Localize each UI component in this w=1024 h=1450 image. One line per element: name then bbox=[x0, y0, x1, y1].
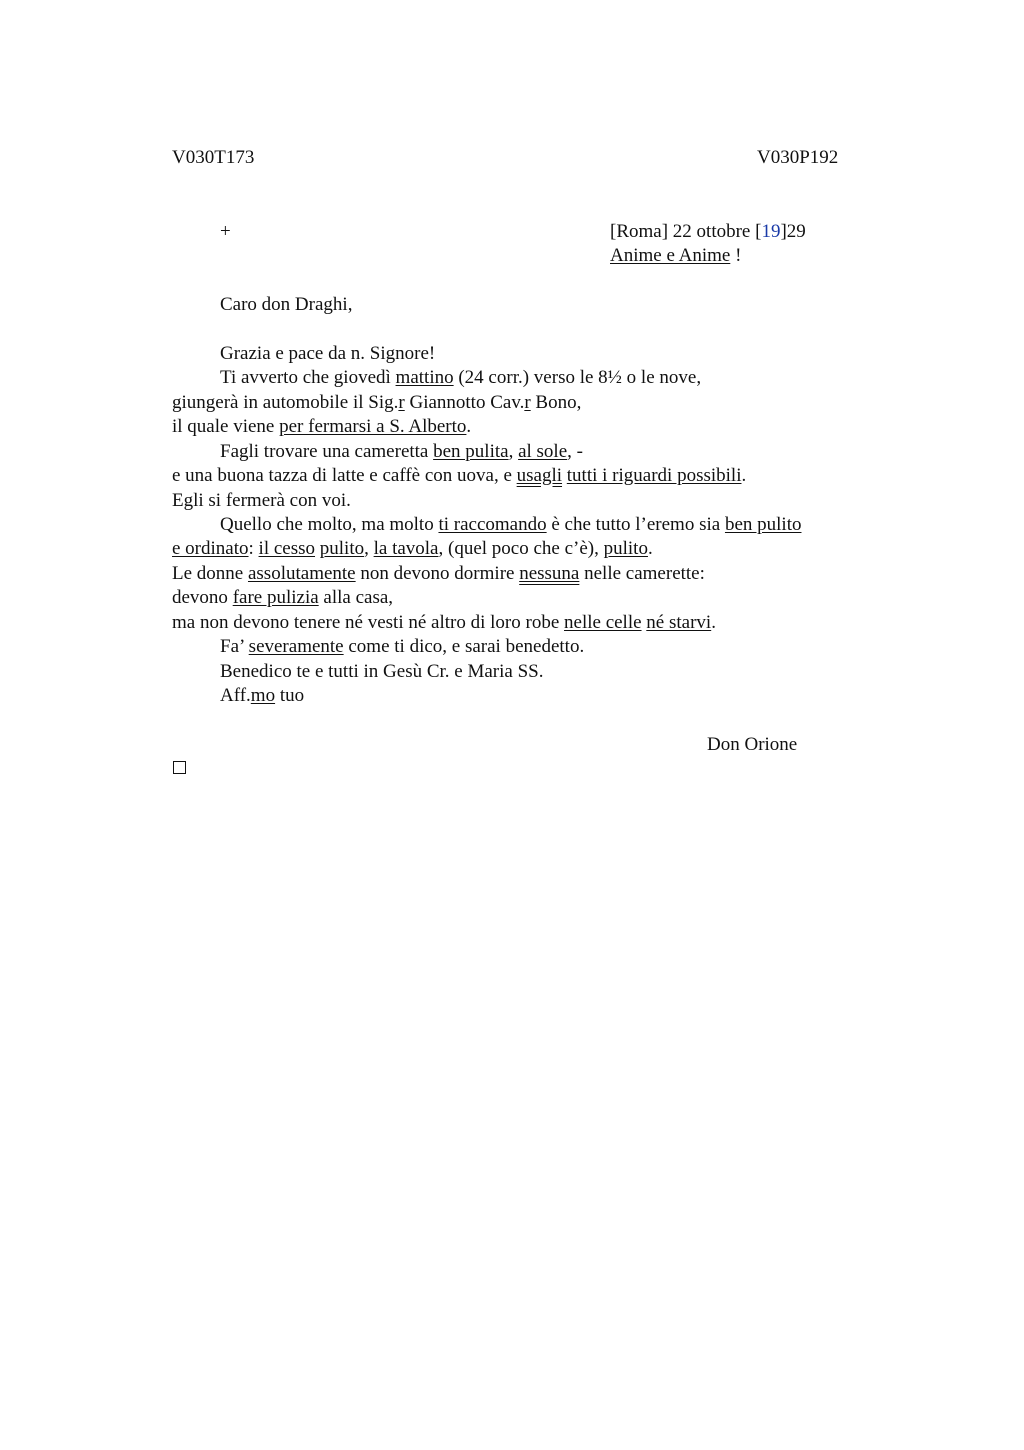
text-segment: alla casa, bbox=[318, 587, 394, 608]
underlined-segment: tutti i riguardi possibili bbox=[566, 465, 742, 486]
double-underlined-segment: nessuna bbox=[519, 563, 580, 584]
body-line-6 bbox=[172, 464, 746, 488]
date-year-fill: 19 bbox=[761, 221, 781, 242]
body-line-1: Grazia e pace da n. Signore! bbox=[220, 343, 436, 364]
underlined-segment: ben pulita bbox=[433, 441, 509, 462]
text-segment: (24 corr.) verso le 8½ o le nove, bbox=[453, 367, 702, 388]
text-segment: . bbox=[711, 612, 716, 633]
body-line-10 bbox=[172, 562, 705, 586]
end-marker-square-icon bbox=[173, 761, 186, 774]
body-line-7: Egli si fermerà con voi. bbox=[172, 490, 351, 511]
text-segment: , - bbox=[567, 441, 583, 462]
underlined-segment: e ordinato bbox=[172, 538, 249, 559]
body-line-14: Benedico te e tutti in Gesù Cr. e Maria SS. bbox=[220, 661, 544, 682]
date-suffix: ]29 bbox=[780, 221, 806, 242]
greeting: Caro don Draghi, bbox=[220, 294, 353, 315]
body-line-4 bbox=[172, 415, 471, 439]
body-line-13 bbox=[220, 635, 584, 659]
body-line-3 bbox=[172, 391, 581, 415]
underlined-segment: assolutamente bbox=[247, 563, 356, 584]
text-segment: Ti avverto che giovedì bbox=[220, 367, 396, 388]
text-segment: , bbox=[364, 538, 374, 559]
underlined-segment: ti raccomando bbox=[438, 514, 547, 535]
text-segment: Le donne bbox=[172, 563, 248, 584]
underlined-segment: nelle celle bbox=[564, 612, 642, 633]
underlined-segment: mattino bbox=[395, 367, 454, 388]
body-line-2 bbox=[220, 366, 701, 390]
text-segment: ma non devono tenere né vesti né altro di loro robe bbox=[172, 612, 565, 633]
text-segment: . bbox=[647, 538, 653, 559]
underlined-segment: mo bbox=[250, 685, 276, 706]
text-segment: . bbox=[466, 416, 472, 437]
underlined-segment: fare pulizia bbox=[232, 587, 319, 608]
underlined-segment: al sole bbox=[518, 441, 568, 462]
text-segment: Bono, bbox=[530, 392, 582, 413]
document-code-right: V030P192 bbox=[757, 147, 839, 168]
text-segment: come ti dico, e sarai benedetto. bbox=[343, 636, 585, 657]
text-segment: , bbox=[508, 441, 519, 462]
underlined-segment: il cesso bbox=[258, 538, 316, 559]
document-code-left: V030T173 bbox=[172, 147, 255, 168]
body-line-5 bbox=[220, 440, 583, 464]
cross-symbol: + bbox=[220, 221, 231, 242]
text-segment: il quale viene bbox=[172, 416, 280, 437]
text-segment: è che tutto l’eremo sia bbox=[546, 514, 725, 535]
body-line-11 bbox=[172, 586, 393, 610]
underlined-segment: pulito bbox=[319, 538, 365, 559]
double-underlined-segment: usagli bbox=[516, 465, 563, 486]
body-line-15 bbox=[220, 684, 304, 708]
underlined-segment: r bbox=[524, 392, 531, 413]
underlined-segment: né starvi bbox=[646, 612, 712, 633]
date-line bbox=[610, 220, 806, 244]
text-segment: Giannotto Cav. bbox=[404, 392, 525, 413]
underlined-segment: pulito bbox=[603, 538, 648, 559]
body-line-8 bbox=[220, 513, 801, 537]
text-segment: Fagli trovare una cameretta bbox=[220, 441, 434, 462]
text-segment: non devono dormire bbox=[355, 563, 520, 584]
signature: Don Orione bbox=[707, 734, 798, 755]
text-segment: Fa’ bbox=[220, 636, 249, 657]
date-prefix: [Roma] 22 ottobre [ bbox=[610, 221, 762, 242]
body-line-12 bbox=[172, 611, 716, 635]
underlined-segment: per fermarsi a S. Alberto bbox=[279, 416, 467, 437]
text-segment: tuo bbox=[275, 685, 305, 706]
motto-exclamation: ! bbox=[730, 245, 742, 266]
motto-text: Anime e Anime bbox=[610, 245, 731, 266]
text-segment: giungerà in automobile il Sig. bbox=[172, 392, 399, 413]
underlined-segment: ben pulito bbox=[724, 514, 802, 535]
text-segment: devono bbox=[172, 587, 233, 608]
text-segment: e una buona tazza di latte e caffè con uova, e bbox=[172, 465, 517, 486]
text-segment: . bbox=[741, 465, 747, 486]
text-segment: : bbox=[248, 538, 259, 559]
body-line-9 bbox=[172, 537, 653, 561]
text-segment: Quello che molto, ma molto bbox=[220, 514, 439, 535]
underlined-segment: severamente bbox=[248, 636, 344, 657]
text-segment: Aff. bbox=[220, 685, 251, 706]
text-segment: nelle camerette: bbox=[579, 563, 705, 584]
underlined-segment: r bbox=[398, 392, 405, 413]
motto-line bbox=[610, 244, 741, 268]
underlined-segment: la tavola bbox=[373, 538, 439, 559]
text-segment: , (quel poco che c’è), bbox=[438, 538, 604, 559]
